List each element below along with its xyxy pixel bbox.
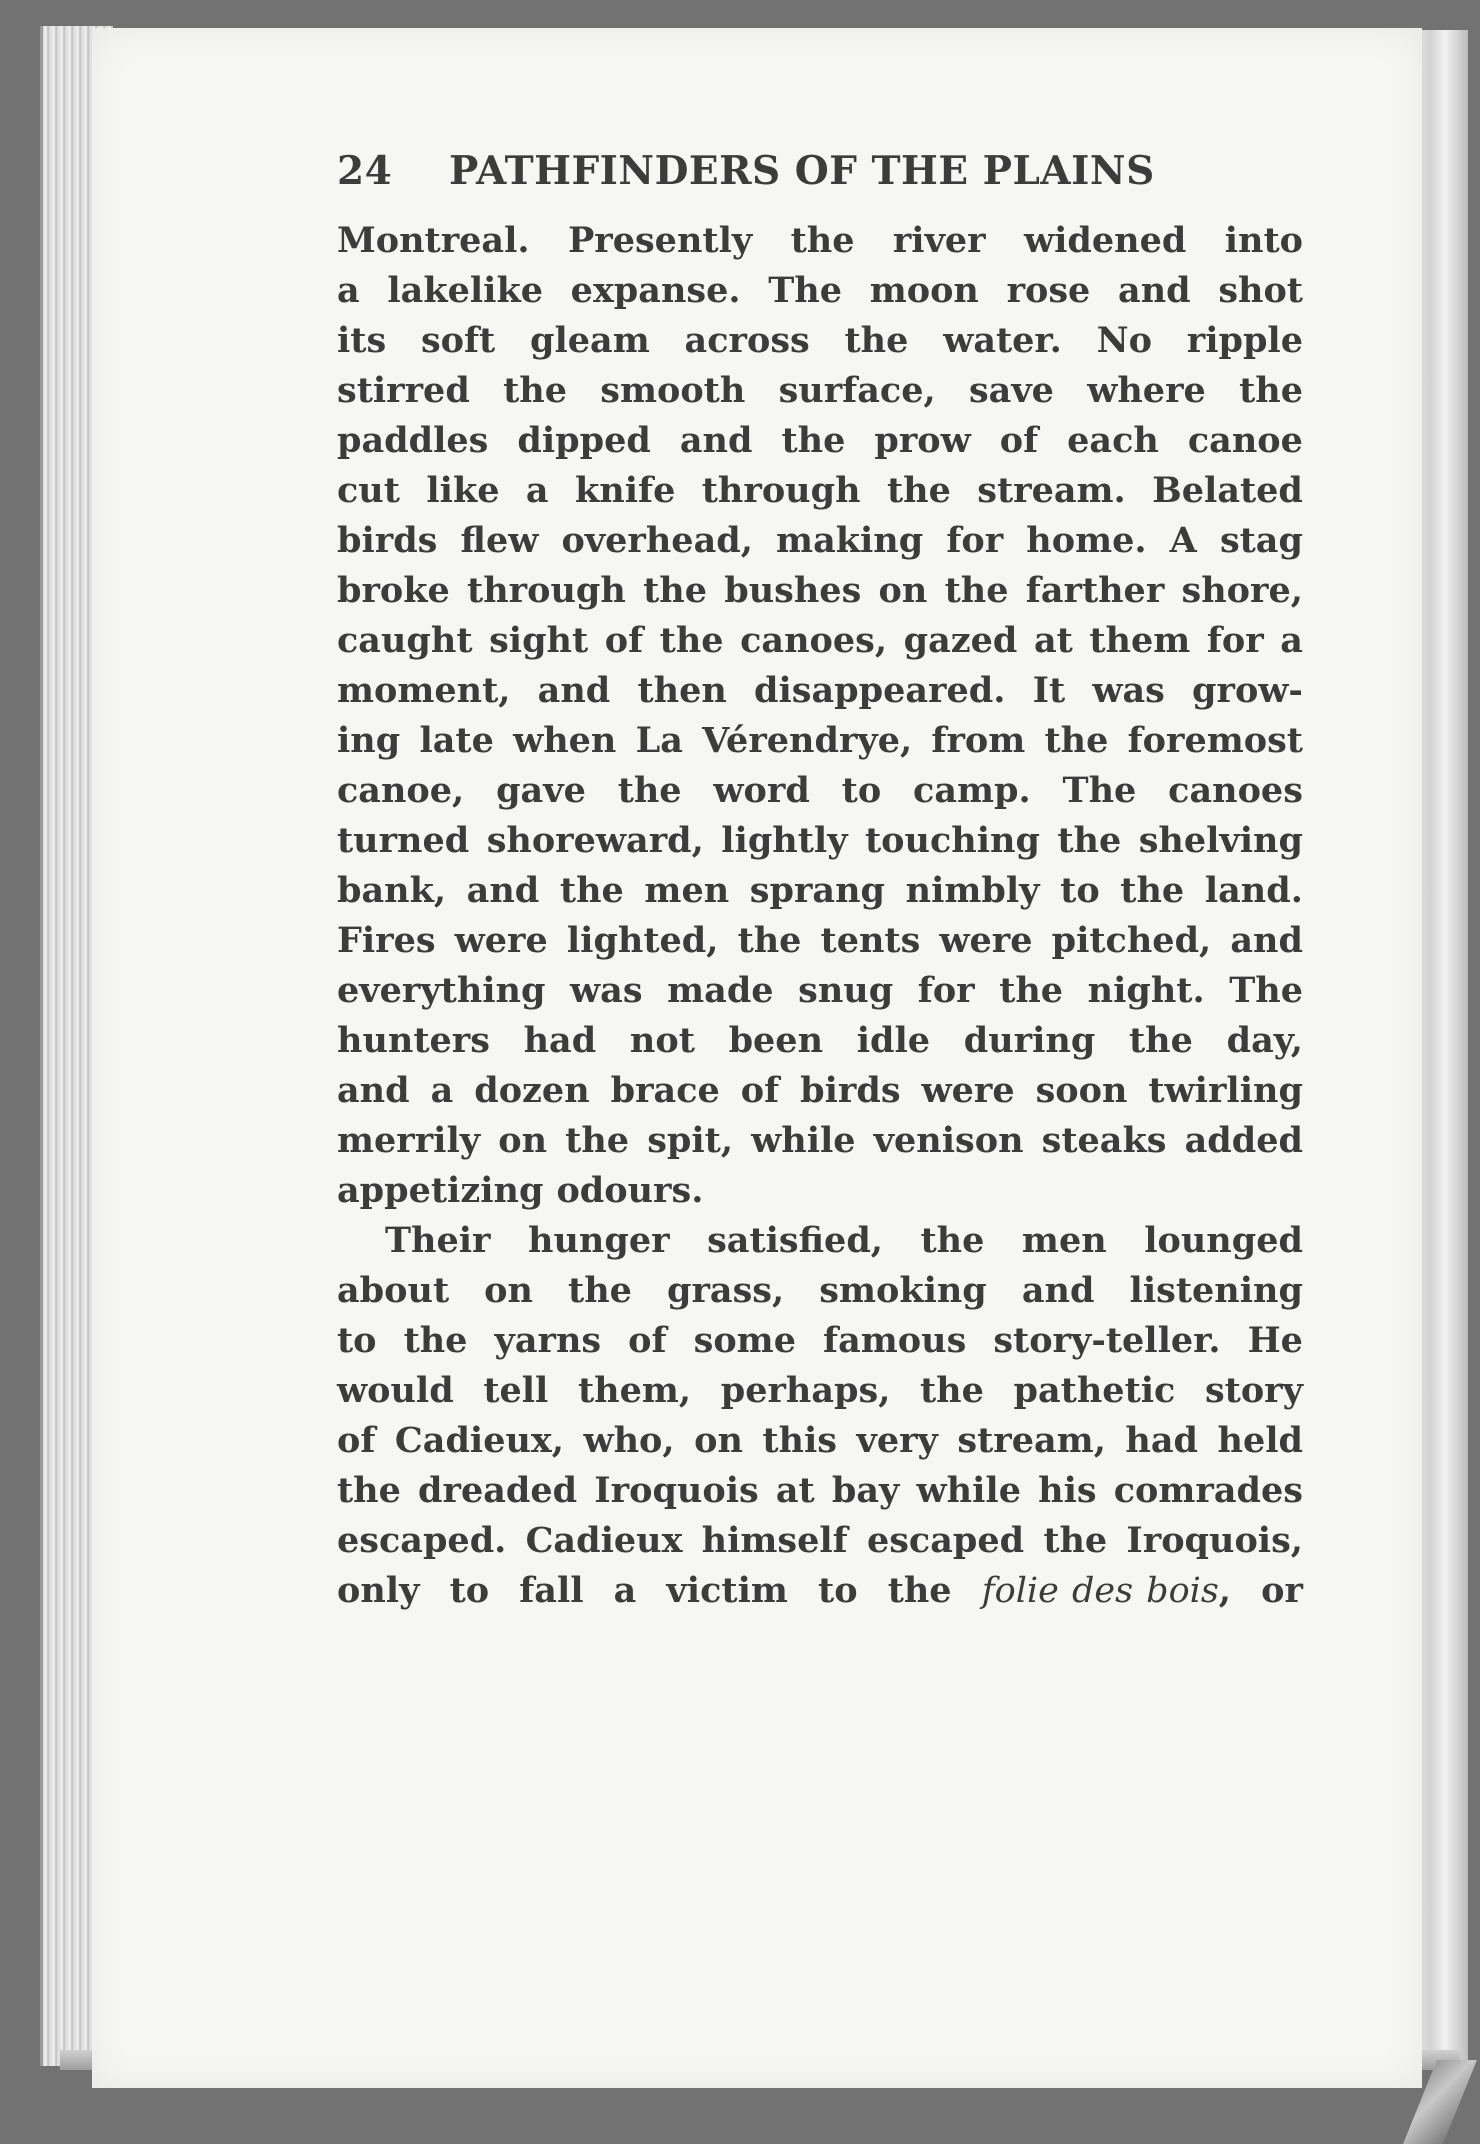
text-line: paddles dipped and the prow of each canoe xyxy=(337,420,1303,461)
text-line: Fires were lighted, the tents were pitched, and xyxy=(337,920,1303,961)
text-line-final: only to fall a victim to the folie des bois, or xyxy=(337,1570,1303,1611)
text-line: appetizing odours. xyxy=(337,1170,704,1211)
text-line: hunters had not been idle during the day, xyxy=(337,1020,1303,1061)
text-line: moment, and then disappeared. It was grow- xyxy=(337,670,1303,711)
text-line: stirred the smooth surface, save where the xyxy=(337,370,1303,411)
text-line: and a dozen brace of birds were soon twirling xyxy=(337,1070,1303,1111)
text-line: its soft gleam across the water. No ripple xyxy=(337,320,1303,361)
paragraph-2 xyxy=(337,1216,1303,1616)
text-line: a lakelike expanse. The moon rose and shot xyxy=(337,270,1303,311)
text-line: bank, and the men sprang nimbly to the land. xyxy=(337,870,1303,911)
text-line: merrily on the spit, while venison steaks added xyxy=(337,1120,1303,1161)
text-line: broke through the bushes on the farther shore, xyxy=(337,570,1303,611)
text-line: Their hunger satisfied, the men lounged xyxy=(385,1220,1303,1261)
running-head xyxy=(337,148,1303,208)
italic-phrase: folie des bois xyxy=(981,1571,1219,1611)
text-line: ing late when La Vérendrye, from the foremost xyxy=(337,720,1303,761)
page-text-block xyxy=(337,148,1303,1616)
page-number: 24 xyxy=(337,148,393,194)
text-line: escaped. Cadieux himself escaped the Iroquois, xyxy=(337,1520,1303,1561)
text-line: birds flew overhead, making for home. A stag xyxy=(337,520,1303,561)
text-line: caught sight of the canoes, gazed at them for a xyxy=(337,620,1303,661)
text-line: the dreaded Iroquois at bay while his comrades xyxy=(337,1470,1303,1511)
running-title: PATHFINDERS OF THE PLAINS xyxy=(449,148,1155,194)
text-line: of Cadieux, who, on this very stream, had held xyxy=(337,1420,1303,1461)
text-line: canoe, gave the word to camp. The canoes xyxy=(337,770,1303,811)
text-line: about on the grass, smoking and listening xyxy=(337,1270,1303,1311)
text-line: cut like a knife through the stream. Belated xyxy=(337,470,1303,511)
text-line: Montreal. Presently the river widened into xyxy=(337,220,1303,261)
text-line: would tell them, perhaps, the pathetic story xyxy=(337,1370,1303,1411)
text-line: to the yarns of some famous story-teller. He xyxy=(337,1320,1303,1361)
text-line: turned shoreward, lightly touching the shelving xyxy=(337,820,1303,861)
text-line: everything was made snug for the night. The xyxy=(337,970,1303,1011)
paragraph-1 xyxy=(337,216,1303,1216)
